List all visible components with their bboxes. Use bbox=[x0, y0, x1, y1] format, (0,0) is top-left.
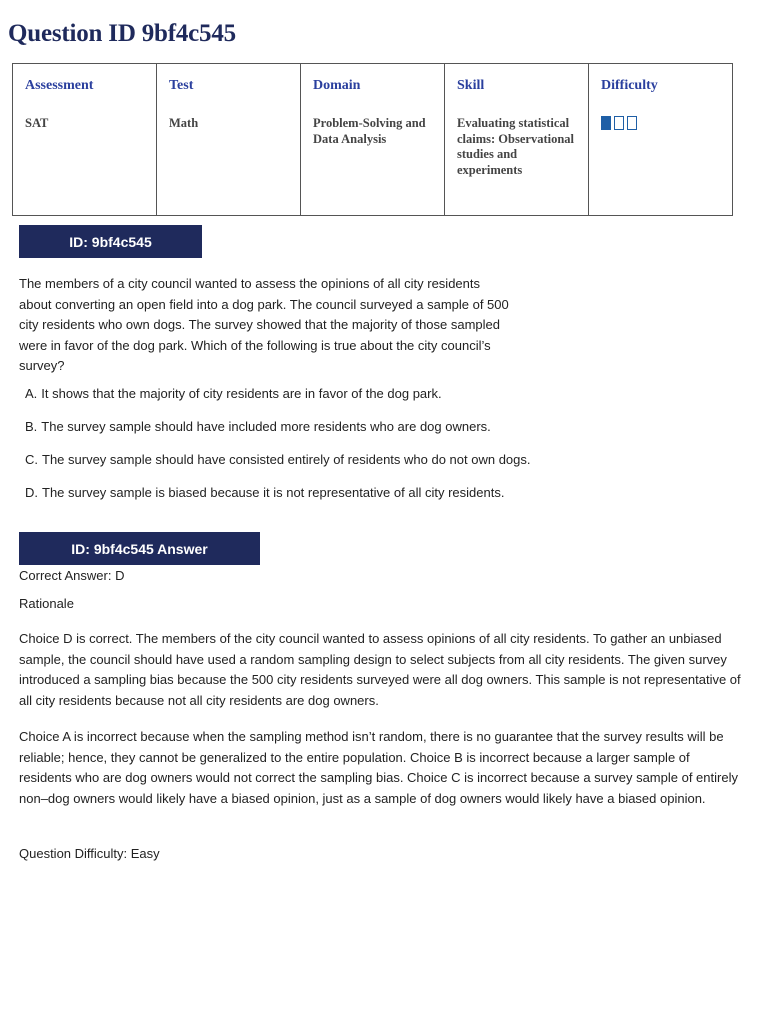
meta-value-domain: Problem-Solving and Data Analysis bbox=[313, 116, 426, 146]
choice-letter: A. bbox=[25, 386, 38, 401]
meta-value-test: Math bbox=[169, 116, 199, 130]
meta-value-skill: Evaluating statistical claims: Observational studies and experiments bbox=[457, 116, 575, 177]
meta-cell-difficulty bbox=[589, 64, 733, 216]
answer-choices bbox=[25, 384, 745, 516]
meta-header-difficulty: Difficulty bbox=[601, 78, 658, 93]
meta-cell-skill bbox=[445, 64, 589, 216]
meta-header-domain: Domain bbox=[313, 78, 361, 93]
choice-text: The survey sample should have included more residents who are dog owners. bbox=[41, 419, 491, 434]
meta-header-assessment: Assessment bbox=[25, 78, 94, 93]
difficulty-box bbox=[614, 116, 624, 130]
meta-cell-assessment bbox=[13, 64, 157, 216]
choice-a bbox=[25, 384, 745, 417]
answer-id-bar: ID: 9bf4c545 Answer bbox=[19, 532, 260, 565]
question-id-bar: ID: 9bf4c545 bbox=[19, 225, 202, 258]
correct-answer: Correct Answer: D bbox=[19, 568, 125, 583]
choice-letter: D. bbox=[25, 485, 38, 500]
choice-text: It shows that the majority of city residents are in favor of the dog park. bbox=[41, 386, 442, 401]
meta-header-test: Test bbox=[169, 78, 194, 93]
rationale-paragraph-2: Choice A is incorrect because when the sampling method isn’t random, there is no guarantee that the survey results will be reliable; hence, they cannot be generalized to the entire population. Choice B is incorrect because a larger sample of residents who are dog owners would not correct the sampling bias. Choice C is incorrect because a survey sample of entirely non–dog owners would likely have a biased opinion, just as a sample of dog owners would likely have a biased opinion. bbox=[19, 729, 738, 806]
rationale-paragraph-1: Choice D is correct. The members of the city council wanted to assess opinions of all city residents. To gather an unbiased sample, the council should have used a random sampling design to select subjects from all city residents. The given survey introduced a sampling bias because the 500 city residents surveyed were all dog owners. This sample is not representative of all city residents because not all city residents are dog owners. bbox=[19, 631, 741, 708]
question-stem: The members of a city council wanted to assess the opinions of all city residents about converting an open field into a dog park. The council surveyed a sample of 500 city residents who own dogs. The survey showed that the majority of those sampled were in favor of the dog park. Which of the following is true about the city council’s survey? bbox=[19, 276, 509, 373]
choice-text: The survey sample should have consisted entirely of residents who do not own dogs. bbox=[42, 452, 531, 467]
choice-letter: C. bbox=[25, 452, 38, 467]
meta-value-assessment: SAT bbox=[25, 116, 49, 130]
question-meta-table bbox=[12, 63, 733, 216]
choice-text: The survey sample is biased because it is not representative of all city residents. bbox=[42, 485, 505, 500]
difficulty-box bbox=[601, 116, 611, 130]
difficulty-indicator bbox=[601, 116, 720, 130]
question-difficulty: Question Difficulty: Easy bbox=[19, 846, 160, 861]
rationale-heading: Rationale bbox=[19, 596, 74, 611]
meta-cell-test bbox=[157, 64, 301, 216]
choice-c bbox=[25, 450, 745, 483]
choice-d bbox=[25, 483, 745, 516]
page-title: Question ID 9bf4c545 bbox=[8, 20, 236, 47]
choice-letter: B. bbox=[25, 419, 38, 434]
meta-cell-domain bbox=[301, 64, 445, 216]
difficulty-box bbox=[627, 116, 637, 130]
meta-header-skill: Skill bbox=[457, 78, 485, 93]
choice-b bbox=[25, 417, 745, 450]
